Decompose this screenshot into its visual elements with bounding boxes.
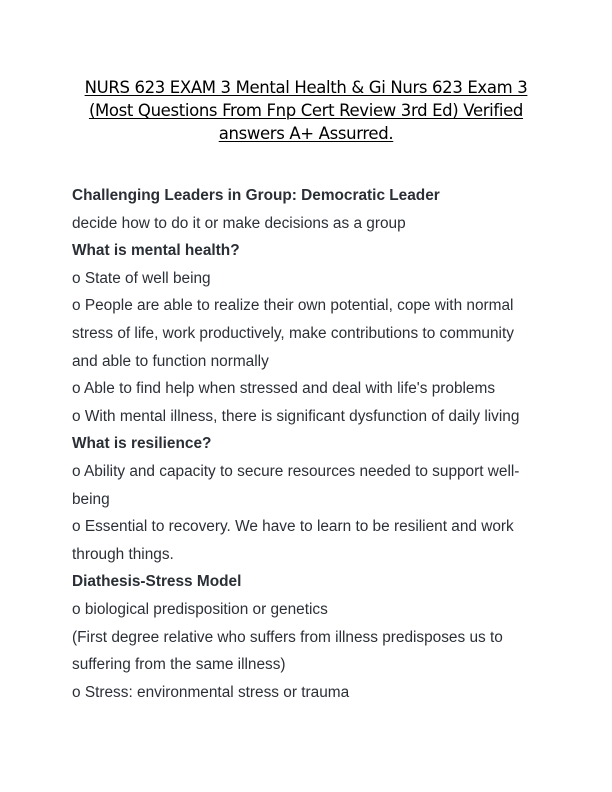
body-line: o People are able to realize their own potential, cope with normal [72, 297, 514, 315]
section-heading: What is resilience? [72, 435, 212, 453]
body-line: o Stress: environmental stress or trauma [72, 683, 350, 701]
document-title [60, 76, 552, 145]
body-line: o With mental illness, there is significant dysfunction of daily living [72, 407, 520, 425]
body-line: through things. [72, 545, 174, 563]
body-line: o Able to find help when stressed and deal with life's problems [72, 380, 496, 398]
section-heading: What is mental health? [72, 242, 240, 260]
body-line: stress of life, work productively, make contributions to community [72, 324, 514, 342]
document-body [72, 182, 547, 706]
body-line: o Ability and capacity to secure resources needed to support well- [72, 462, 520, 480]
body-line: decide how to do it or make decisions as a group [72, 214, 406, 232]
body-line: suffering from the same illness) [72, 656, 286, 674]
body-line: being [72, 490, 110, 508]
body-line: and able to function normally [72, 352, 269, 370]
body-line: (First degree relative who suffers from illness predisposes us to [72, 628, 503, 646]
document-title-line-1: NURS 623 EXAM 3 Mental Health & Gi Nurs 623 Exam 3 [84, 78, 528, 97]
body-line: o Essential to recovery. We have to learn to be resilient and work [72, 518, 514, 536]
body-line: o State of well being [72, 269, 211, 287]
document-title-line-3: answers A+ Assurred. [218, 124, 394, 143]
body-line: o biological predisposition or genetics [72, 600, 328, 618]
section-heading: Challenging Leaders in Group: Democratic Leader [72, 187, 440, 204]
section-heading: Diathesis-Stress Model [72, 573, 242, 591]
document-title-line-2: (Most Questions From Fnp Cert Review 3rd Ed) Verified [88, 101, 524, 120]
